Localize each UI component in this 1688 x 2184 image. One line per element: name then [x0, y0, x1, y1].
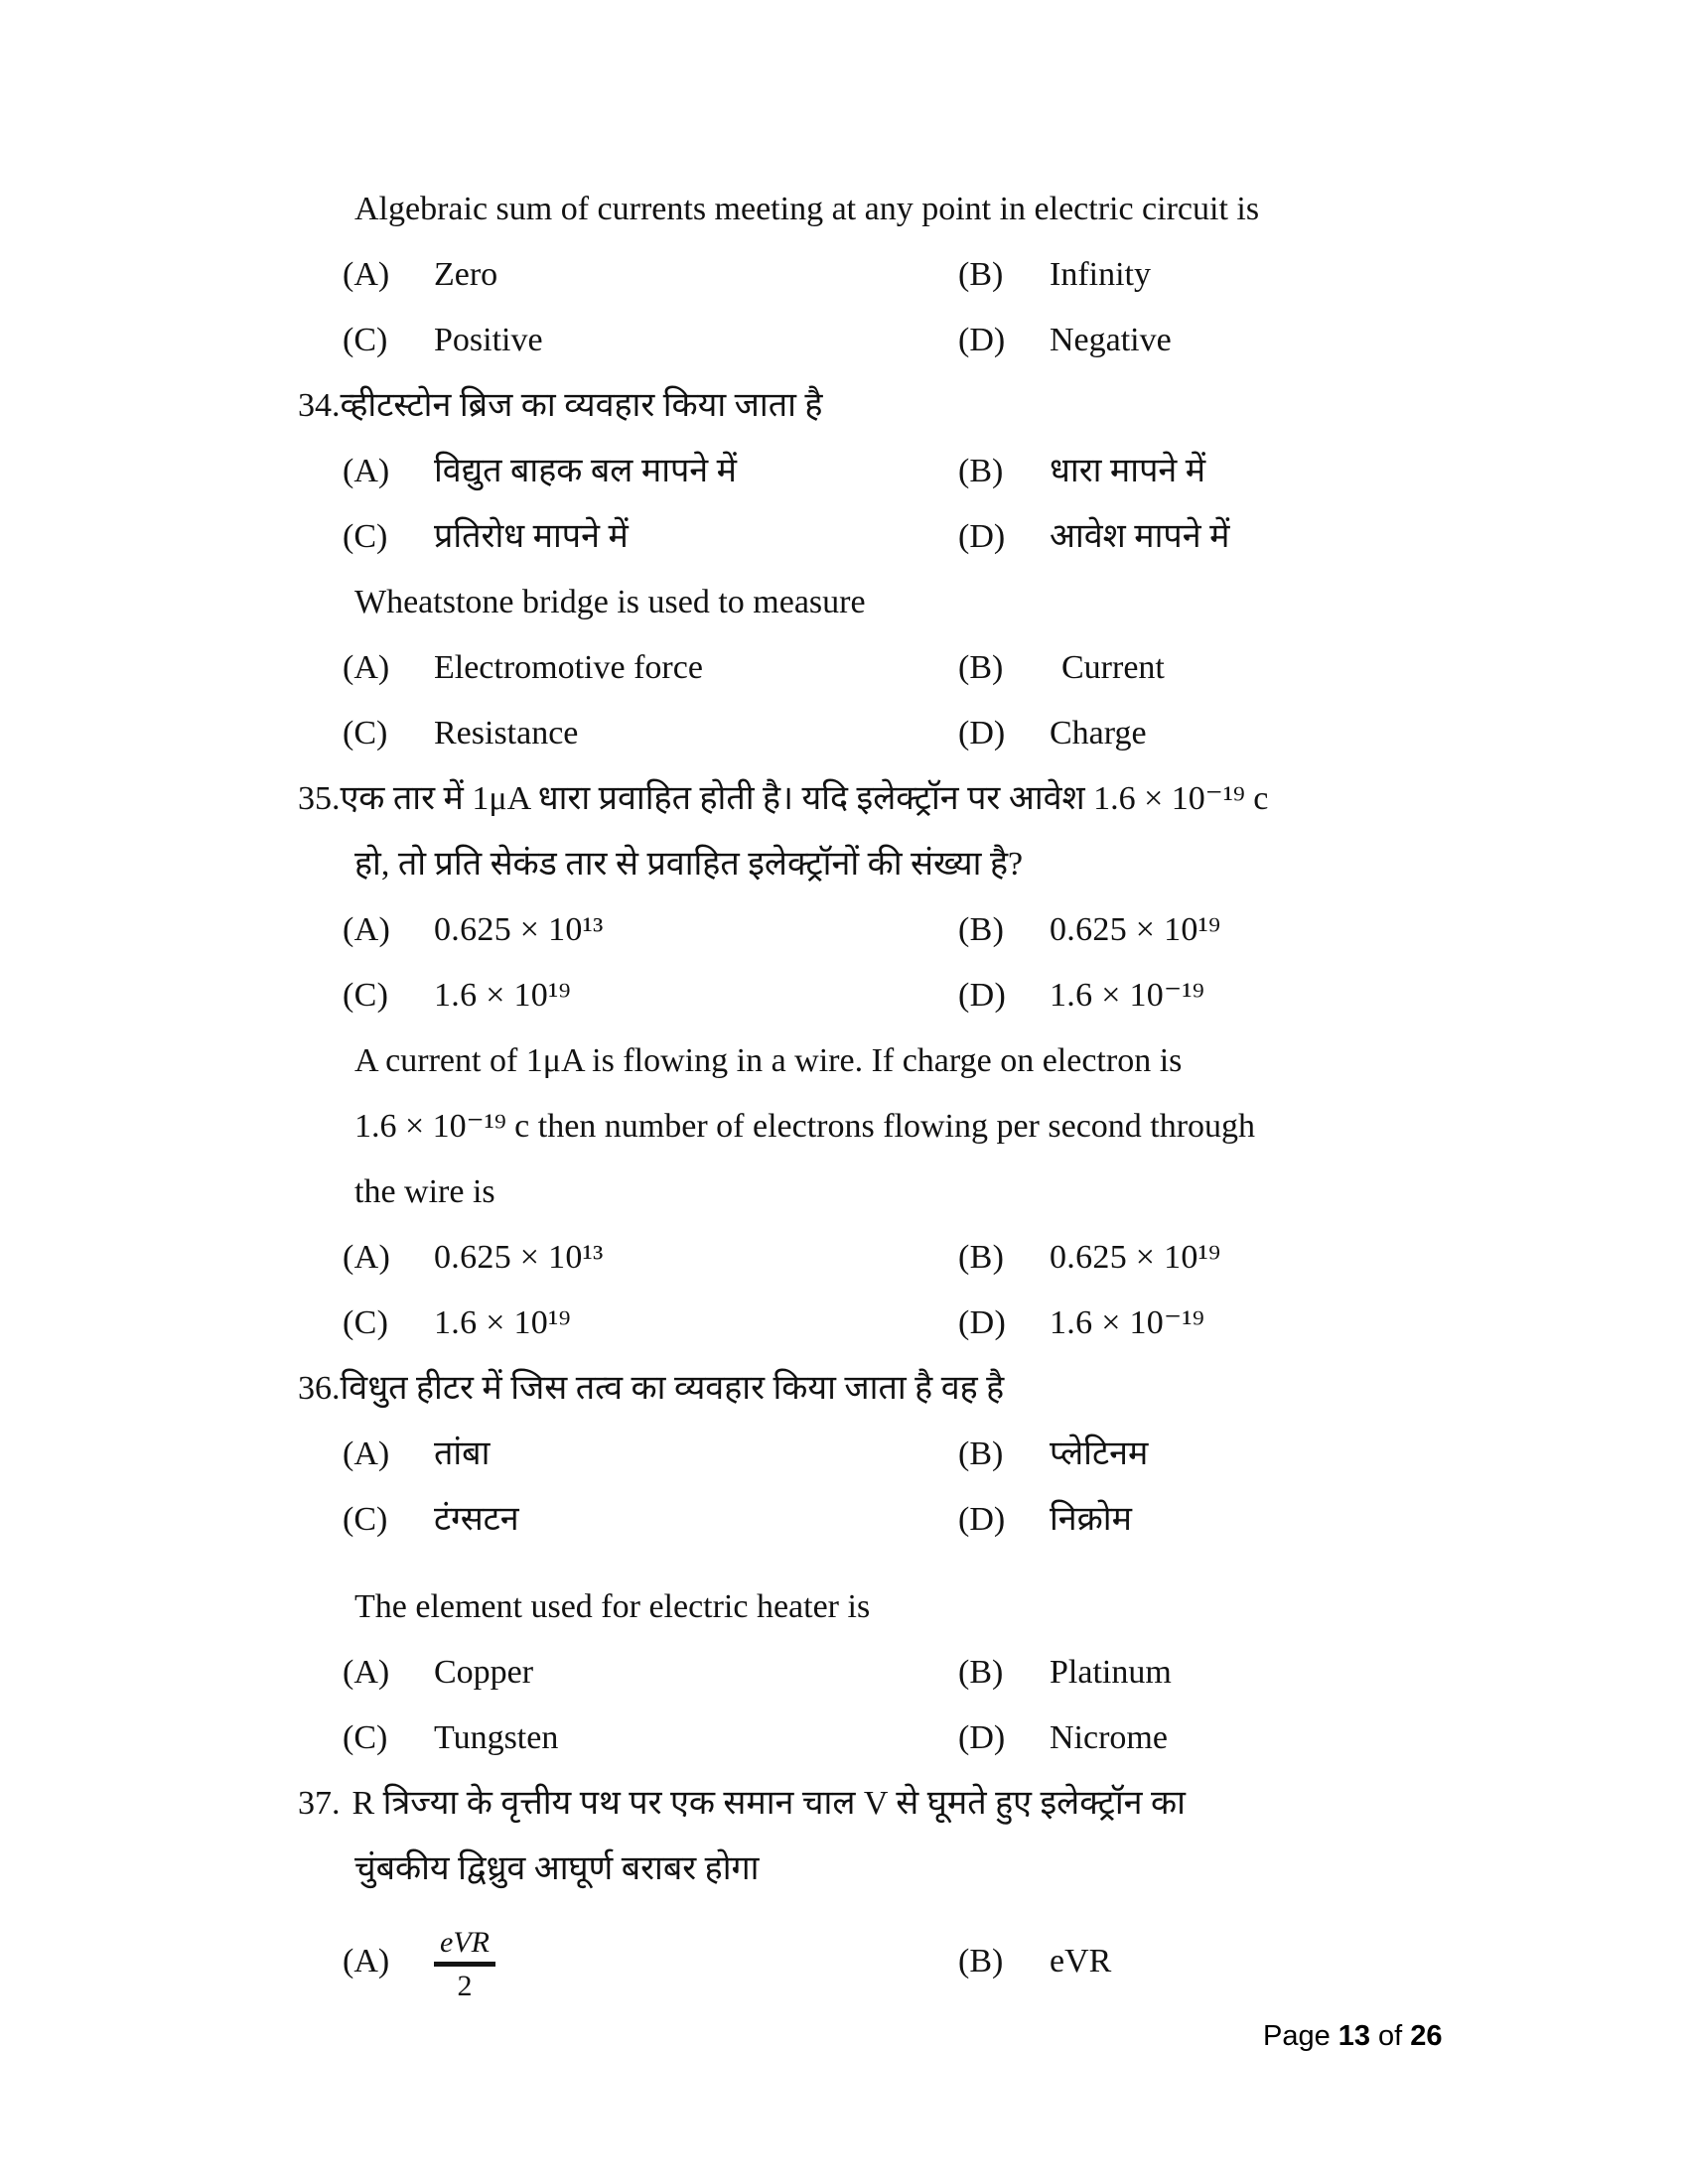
question-36-hindi-options-row-2 — [343, 1487, 1688, 1553]
option-text: Current — [1061, 649, 1165, 686]
option-text: Electromotive force — [434, 649, 703, 686]
stem-text: चुंबकीय द्विध्रुव आघूर्ण बराबर होगा — [354, 1850, 760, 1887]
option-text: आवेश मापने में — [1050, 518, 1230, 555]
option-label: (A) — [343, 1654, 390, 1691]
question-36-english-options-row-1 — [343, 1640, 1688, 1706]
option-label: (D) — [958, 322, 1006, 358]
question-37-hindi-stem-line-1 — [298, 1771, 1688, 1837]
option-text: धारा मापने में — [1050, 453, 1206, 489]
footer-total-pages: 26 — [1410, 2020, 1443, 2052]
option-label: (B) — [958, 256, 1004, 293]
option-label: (A) — [343, 911, 391, 948]
question-34-english-options-row-2 — [343, 701, 1688, 766]
option-label: (D) — [958, 977, 1007, 1014]
option-label: (A) — [343, 1435, 390, 1472]
question-34-english-options-row-1 — [343, 635, 1688, 701]
option-label: (B) — [958, 1943, 1004, 1979]
option-label: (C) — [343, 715, 388, 751]
question-33-options-row-1 — [343, 242, 1688, 308]
option-text: eVR — [1050, 1943, 1112, 1979]
footer-prefix: Page — [1263, 2020, 1331, 2052]
option-text: Nicrome — [1050, 1719, 1168, 1756]
question-34-english-stem — [354, 570, 1688, 635]
option-text: विद्युत बाहक बल मापने में — [434, 453, 738, 489]
question-36-hindi-stem — [298, 1356, 1688, 1422]
option-text: निक्रोम — [1050, 1501, 1132, 1538]
option-text: टंग्सटन — [434, 1501, 519, 1538]
option-label: (B) — [958, 911, 1005, 948]
stem-text: एक तार में 1μA धारा प्रवाहित होती है। यदि इलेक्ट्रॉन पर आवेश 1.6 × 10⁻¹⁹ c — [340, 780, 1269, 817]
option-text: 0.625 × 10¹⁹ — [1050, 1239, 1221, 1276]
option-label: (D) — [958, 1304, 1007, 1341]
question-36-english-options-row-2 — [343, 1706, 1688, 1771]
question-33-english-stem — [354, 177, 1688, 242]
question-35-english-options-row-2 — [343, 1291, 1688, 1356]
option-fraction — [434, 1902, 958, 2021]
option-text: Tungsten — [434, 1719, 559, 1756]
option-text: 0.625 × 10¹³ — [434, 911, 604, 948]
option-text: प्लेटिनम — [1050, 1435, 1149, 1472]
fraction — [434, 1926, 495, 2002]
stem-text: विधुत हीटर में जिस तत्व का व्यवहार किया जाता है वह है — [340, 1370, 1005, 1407]
page-content — [0, 177, 1688, 2021]
option-text: प्रतिरोध मापने में — [434, 518, 629, 555]
page-footer — [1263, 2020, 1442, 2053]
stem-text: हो, तो प्रति सेकंड तार से प्रवाहित इलेक्ट्रॉनों की संख्या है? — [354, 846, 1024, 883]
stem-text: व्हीटस्टोन ब्रिज का व्यवहार किया जाता है — [340, 387, 823, 424]
option-label: (C) — [343, 322, 388, 358]
option-text: तांबा — [434, 1435, 491, 1472]
option-label: (C) — [343, 977, 389, 1014]
option-text: Positive — [434, 322, 543, 358]
option-label: (B) — [958, 649, 1004, 686]
stem-text: Algebraic sum of currents meeting at any point in electric circuit is — [354, 191, 1260, 227]
option-label: (B) — [958, 1239, 1005, 1276]
option-label: (A) — [343, 1239, 391, 1276]
stem-text: Wheatstone bridge is used to measure — [354, 584, 866, 620]
option-label: (D) — [958, 1719, 1006, 1756]
stem-text: A current of 1μA is flowing in a wire. If charge on electron is — [354, 1042, 1183, 1079]
question-36-hindi-options-row-1 — [343, 1422, 1688, 1487]
question-35-english-stem-line-3 — [354, 1160, 1688, 1225]
question-34-hindi-options-row-1 — [343, 439, 1688, 504]
question-35-options-row-1 — [343, 897, 1688, 963]
question-34-hindi-stem — [298, 373, 1688, 439]
question-number: 37. — [298, 1785, 341, 1822]
option-label: (A) — [343, 453, 390, 489]
footer-separator: of — [1378, 2020, 1403, 2052]
option-label: (B) — [958, 1654, 1004, 1691]
option-label: (C) — [343, 1501, 388, 1538]
option-text: 0.625 × 10¹³ — [434, 1239, 604, 1276]
option-text: 1.6 × 10¹⁹ — [434, 977, 571, 1014]
question-36-english-stem — [354, 1574, 1688, 1640]
fraction-numerator: eVR — [434, 1926, 495, 1967]
stem-text: R त्रिज्या के वृत्तीय पथ पर एक समान चाल V से घूमते हुए इलेक्ट्रॉन का — [352, 1785, 1186, 1822]
question-number: 34. — [298, 387, 341, 424]
question-35-english-stem-line-1 — [354, 1028, 1688, 1094]
option-label: (C) — [343, 1304, 389, 1341]
question-35-english-options-row-1 — [343, 1225, 1688, 1291]
option-label: (B) — [958, 453, 1004, 489]
question-37-options-row — [343, 1902, 1688, 2021]
question-33-options-row-2 — [343, 308, 1688, 373]
option-text: 0.625 × 10¹⁹ — [1050, 911, 1221, 948]
question-35-options-row-2 — [343, 963, 1688, 1028]
option-text: 1.6 × 10⁻¹⁹ — [1050, 977, 1204, 1014]
option-text: 1.6 × 10⁻¹⁹ — [1050, 1304, 1204, 1341]
option-text: Charge — [1050, 715, 1147, 751]
option-text: Resistance — [434, 715, 579, 751]
option-label: (C) — [343, 1719, 388, 1756]
option-label: (D) — [958, 1501, 1006, 1538]
question-35-hindi-stem-line-2 — [354, 832, 1688, 897]
footer-page-number: 13 — [1337, 2020, 1370, 2052]
stem-text: 1.6 × 10⁻¹⁹ c then number of electrons flowing per second through — [354, 1108, 1256, 1145]
option-label: (D) — [958, 715, 1006, 751]
option-text: Copper — [434, 1654, 534, 1691]
question-number: 35. — [298, 780, 341, 817]
question-37-hindi-stem-line-2 — [354, 1837, 1688, 1902]
question-35-english-stem-line-2 — [354, 1094, 1688, 1160]
question-number: 36. — [298, 1370, 341, 1407]
option-text: Infinity — [1050, 256, 1151, 293]
question-34-hindi-options-row-2 — [343, 504, 1688, 570]
option-label: (C) — [343, 518, 388, 555]
option-label: (A) — [343, 649, 390, 686]
option-label: (A) — [343, 256, 390, 293]
stem-text: The element used for electric heater is — [354, 1588, 871, 1625]
option-label: (D) — [958, 518, 1006, 555]
option-text: Negative — [1050, 322, 1172, 358]
option-text: Zero — [434, 256, 498, 293]
option-label: (B) — [958, 1435, 1004, 1472]
question-35-hindi-stem-line-1 — [298, 766, 1688, 832]
stem-text: the wire is — [354, 1173, 495, 1210]
option-label: (A) — [343, 1943, 390, 1979]
option-text: Platinum — [1050, 1654, 1172, 1691]
option-text: 1.6 × 10¹⁹ — [434, 1304, 571, 1341]
fraction-denominator: 2 — [457, 1969, 473, 2002]
